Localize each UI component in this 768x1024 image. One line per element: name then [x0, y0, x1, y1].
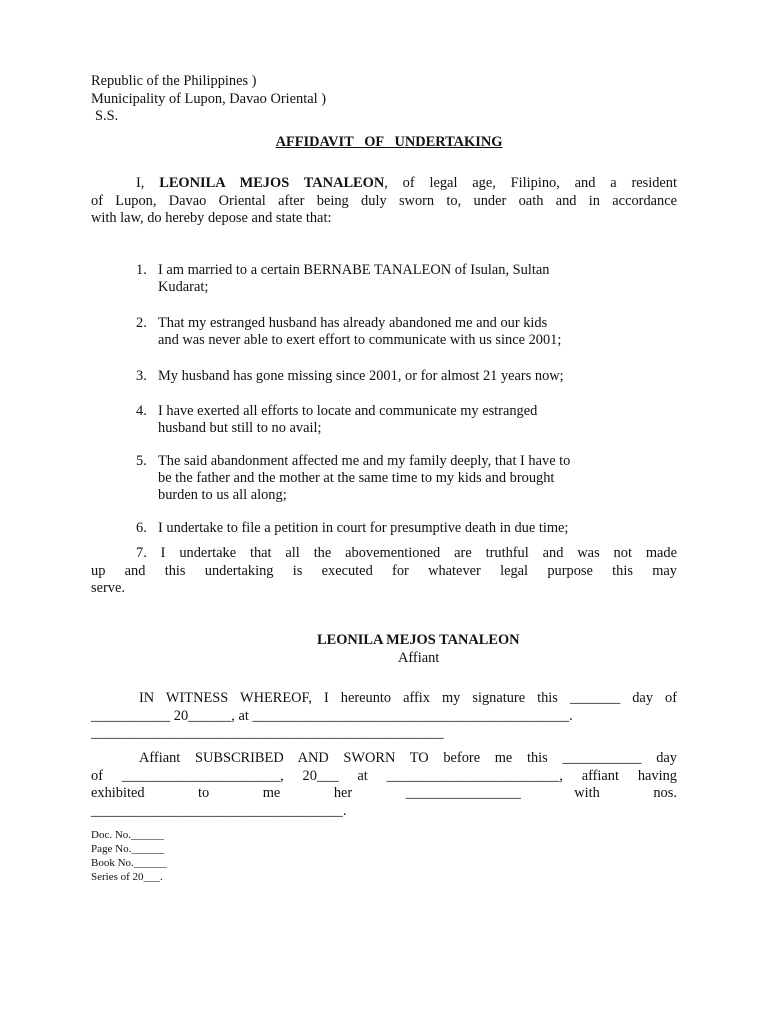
item-line: and was never able to exert effort to communicate with us since 2001;	[158, 332, 562, 348]
affiant-name-intro: LEONILA MEJOS TANALEON	[159, 175, 385, 191]
book-no: Book No.______	[91, 857, 167, 869]
item-line: husband but still to no avail;	[158, 420, 322, 436]
notarial-register	[91, 828, 167, 884]
series-of: Series of 20___.	[91, 871, 163, 883]
witness-paragraph	[91, 690, 677, 743]
jurat-word: her	[333, 785, 353, 802]
item7-line2: up and this undertaking is executed for whatever legal purpose this may	[91, 562, 677, 579]
affiant-signature-name: LEONILA MEJOS TANALEON	[317, 632, 520, 648]
witness-line2: ___________ 20______, at ____________________________________________.	[91, 707, 573, 724]
intro-line1-rest: , of legal age, Filipino, and a resident	[384, 175, 678, 191]
intro-prefix: I,	[136, 175, 145, 191]
item-line: be the father and the mother at the same time to my kids and brought	[158, 470, 555, 486]
page-no: Page No.______	[91, 843, 165, 855]
item-number: 3.	[136, 368, 147, 384]
venue-line-republic: Republic of the Philippines )	[91, 73, 257, 89]
item-number: 5.	[136, 453, 147, 469]
document-title: AFFIDAVIT OF UNDERTAKING	[275, 134, 503, 150]
item7-line1: 7. I undertake that all the abovementioned are truthful and was not made	[136, 545, 677, 561]
item-line: I am married to a certain BERNABE TANALEON of Isulan, Sultan	[158, 262, 550, 278]
item-7-paragraph	[91, 545, 677, 598]
item-line: That my estranged husband has already abandoned me and our kids	[158, 315, 548, 331]
jurat-line1: Affiant SUBSCRIBED AND SWORN TO before me this ___________ day	[139, 750, 677, 766]
item-number: 1.	[136, 262, 147, 278]
jurat-blank: ________________	[405, 785, 521, 802]
item-line: The said abandonment affected me and my family deeply, that I have to	[158, 453, 571, 469]
witness-line1: IN WITNESS WHEREOF, I hereunto affix my signature this _______ day of	[139, 690, 677, 706]
intro-line3: with law, do hereby depose and state that:	[91, 210, 332, 227]
jurat-line4: ___________________________________.	[91, 802, 347, 819]
jurat-line2: of ______________________, 20___ at ________________________, affiant having	[91, 767, 677, 784]
jurat-paragraph	[91, 750, 677, 820]
intro-line2: of Lupon, Davao Oriental after being duly sworn to, under oath and in accordance	[91, 192, 677, 209]
venue-line-municipality: Municipality of Lupon, Davao Oriental )	[91, 90, 326, 107]
jurat-word: nos.	[653, 785, 677, 802]
item-line: burden to us all along;	[158, 487, 287, 503]
jurat-word: exhibited	[91, 785, 145, 802]
jurat-word: with	[574, 785, 600, 802]
item-number: 4.	[136, 403, 147, 419]
item-number: 6.	[136, 520, 147, 536]
venue-header	[91, 73, 326, 126]
item-line: I have exerted all efforts to locate and communicate my estranged	[158, 403, 538, 419]
item-line: Kudarat;	[158, 279, 209, 295]
jurat-line3	[91, 785, 677, 803]
intro-paragraph	[91, 175, 677, 228]
item-line: My husband has gone missing since 2001, or for almost 21 years now;	[158, 368, 564, 384]
jurat-word: me	[262, 785, 281, 802]
affiant-label: Affiant	[398, 650, 440, 666]
doc-no: Doc. No.______	[91, 829, 165, 841]
venue-line-ss: S.S.	[95, 108, 119, 124]
witness-line3: _________________________________________________	[91, 725, 444, 742]
jurat-word: to	[198, 785, 210, 802]
item-number: 2.	[136, 315, 147, 331]
item-line: I undertake to file a petition in court for presumptive death in due time;	[158, 520, 569, 536]
item7-line3: serve.	[91, 580, 125, 597]
